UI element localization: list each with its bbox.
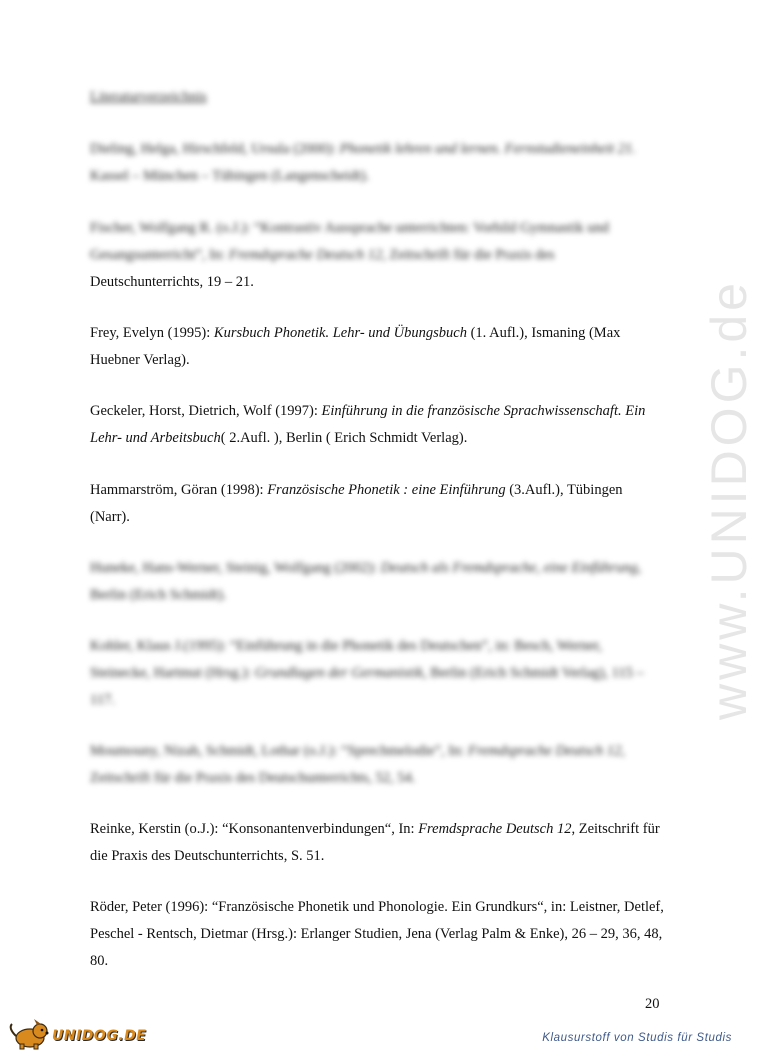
bibliography-entry: Moumouny, Nizah, Schmidt, Lothar (o.J.): “Sprechmelodie”, In: Fremdsprache Deutsch 12, Zeitschrift für die Praxis des Deutschunterrichts, 52, 54. bbox=[90, 743, 625, 786]
bibliography-entry: Reinke, Kerstin (o.J.): “Konsonantenverbindungen“, In: Fremdsprache Deutsch 12, Zeitschrift für die Praxis des Deutschunterrichts, S. 51. bbox=[90, 821, 660, 864]
page-number: 20 bbox=[645, 996, 660, 1012]
bibliography-entry: Hammarström, Göran (1998): Französische Phonetik : eine Einführung (3.Aufl.), Tübingen (Narr). bbox=[90, 482, 623, 525]
watermark: www.UNIDOG.de bbox=[701, 279, 757, 720]
section-heading: Literaturverzeichnis bbox=[90, 89, 207, 105]
logo-text: UNIDOG.DE bbox=[52, 1028, 147, 1044]
bibliography-entry: Geckeler, Horst, Dietrich, Wolf (1997): Einführung in die französische Sprachwissenschaft. Ein Lehr- und Arbeitsbuch( 2.Aufl. ), Berlin ( Erich Schmidt Verlag). bbox=[90, 403, 646, 446]
bibliography-entry: Huneke, Hans-Werner, Steinig, Wolfgang (2002): Deutsch als Fremdsprache, eine Einführung, Berlin (Erich Schmidt). bbox=[90, 560, 642, 603]
bibliography-entry: Röder, Peter (1996): “Französische Phonetik und Phonologie. Ein Grundkurs“, in: Leistner, Detlef, Peschel - Rentsch, Dietmar (Hrsg.): Erlanger Studien, Jena (Verlag Palm & Enke), 26 – 29, 36, 48, 80. bbox=[90, 899, 664, 969]
bibliography-entry: Dieling, Helga, Hirschfeld, Ursula (2000): Phonetik lehren und lernen. Fernstudieneinheit 21. Kassel – München – Tübingen (Langenscheidt). bbox=[90, 141, 636, 184]
bibliography-entry: Kohler, Klaus J.(1995): “Einführung in die Phonetik des Deutschen”, in: Besch, Werner, Steinecke, Hartmut (Hrsg.): Grundlagen der Germanistik, Berlin (Erich Schmidt Verlag), 115 – 117. bbox=[90, 638, 644, 708]
bibliography-entry: Fischer, Wolfgang R. (o.J.): “Kontrastiv Aussprache unterrichten: Vorbild Gymnastik und Gesangsunterricht”, In: Fremdsprache Deutsch 12, Zeitschrift für die Praxis des Deutschunterrichts, 19 – 21. bbox=[90, 220, 609, 290]
bibliography-entry: Frey, Evelyn (1995): Kursbuch Phonetik. Lehr- und Übungsbuch (1. Aufl.), Ismaning (Max Huebner Verlag). bbox=[90, 325, 621, 368]
footer-tagline: Klausurstoff von Studis für Studis bbox=[542, 1032, 732, 1044]
